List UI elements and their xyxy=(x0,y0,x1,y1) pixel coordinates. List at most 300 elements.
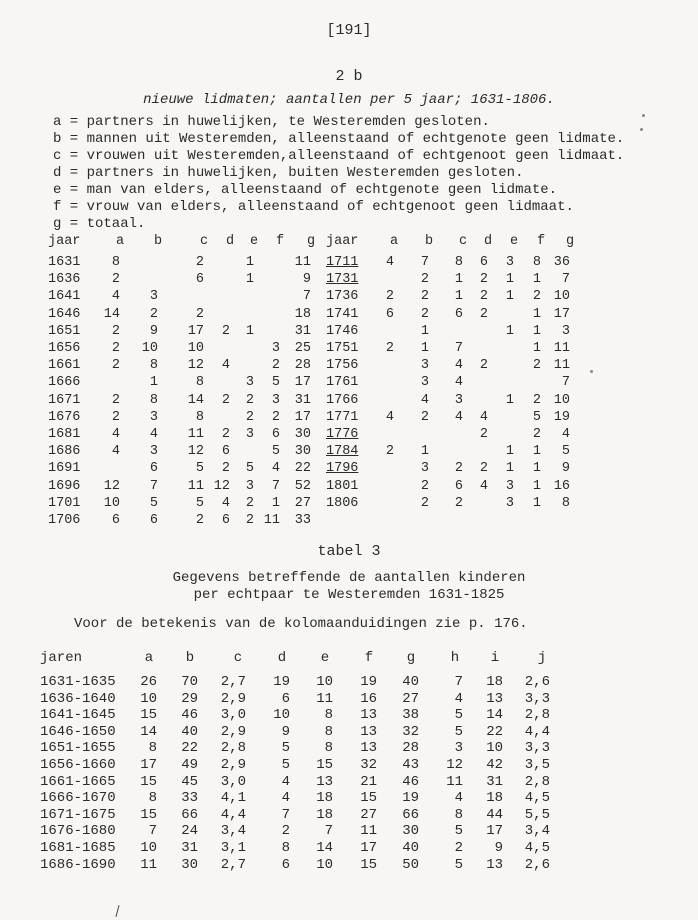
table-3-cell: 50 xyxy=(402,856,419,873)
table-2b-cell: 3 xyxy=(245,478,254,494)
table-3-cell: 13 xyxy=(360,707,377,724)
table-3-cell: 8 xyxy=(148,740,157,757)
table-3-cell: 27 xyxy=(402,690,419,707)
table-3-cell: 4 xyxy=(454,690,463,707)
table-2b-cell: 8 xyxy=(532,255,541,270)
table-2b-cell: 4 xyxy=(271,461,280,477)
table-2b-cell: 1 xyxy=(245,323,254,339)
table-3-cell: 3,5 xyxy=(524,757,550,773)
table-2b-cell: 1 xyxy=(532,272,541,288)
table-3-header-d: d xyxy=(277,650,287,666)
table-2b-cell: 3 xyxy=(505,255,514,270)
table-3-cell: 15 xyxy=(316,757,333,773)
table-2b-cell: 2 xyxy=(454,495,463,511)
table-2b-cell: 2 xyxy=(111,323,120,339)
table-2b-cell: 1 xyxy=(454,289,463,305)
table-2b-cell: 25 xyxy=(294,341,311,356)
table-3-cell: 14 xyxy=(486,707,503,724)
table-2b-cell: 6 xyxy=(271,427,280,442)
table-3-cell: 5 xyxy=(454,823,463,840)
table-2b-cell: 1 xyxy=(505,444,514,460)
table-2b-year: 1661 xyxy=(48,358,81,374)
table-2b-year: 1681 xyxy=(48,427,81,442)
table-3-cell: 19 xyxy=(402,790,419,807)
table-3-cell: 31 xyxy=(181,840,198,856)
table-3-cell: 4 xyxy=(281,773,290,790)
table-2b-year: 1736 xyxy=(326,289,359,305)
table-3-cell: 11 xyxy=(316,690,333,707)
table-3-header-g: g xyxy=(406,650,416,666)
table-2b-cell: 4 xyxy=(111,427,120,442)
table-2b-cell: 19 xyxy=(553,409,570,425)
table-2b-cell: 5 xyxy=(245,461,254,477)
table-2b-cell: 2 xyxy=(532,358,541,374)
table-3-cell: 12 xyxy=(446,757,463,773)
table-2b-cell: 4 xyxy=(385,255,394,270)
table-3-cell: 31 xyxy=(486,773,503,790)
table-2b-cell: 2 xyxy=(420,289,429,305)
stray-mark xyxy=(590,370,593,373)
table-2b-cell: 10 xyxy=(103,495,120,511)
table-2b-cell: 8 xyxy=(195,375,204,391)
table-3-cell: 49 xyxy=(181,757,198,773)
table-3-cell: 2,8 xyxy=(220,740,246,757)
table-2b-header-f: f xyxy=(275,234,285,249)
table-2b-cell: 14 xyxy=(103,306,120,322)
table-3-header-jaren: jaren xyxy=(40,650,83,666)
table-2b-cell: 3 xyxy=(149,409,158,425)
table-2b-cell: 1 xyxy=(505,461,514,477)
table-2b-cell: 6 xyxy=(111,513,120,528)
table-3-cell: 8 xyxy=(324,723,333,740)
table-2b-cell: 12 xyxy=(213,478,230,494)
table-2b-header-c: c xyxy=(458,234,468,249)
table-2b-cell: 2 xyxy=(245,513,254,528)
table-2b-cell: 8 xyxy=(454,255,463,270)
table-3-header-j: j xyxy=(537,650,547,666)
table-3-cell: 4,4 xyxy=(220,806,246,823)
table-2b-cell: 5 xyxy=(195,461,204,477)
table-2b-cell: 6 xyxy=(385,306,394,322)
table-3-period: 1666-1670 xyxy=(40,790,116,807)
table-2b-cell: 1 xyxy=(505,323,514,339)
table-2b-cell: 1 xyxy=(532,495,541,511)
table-2b-cell: 4 xyxy=(561,427,570,442)
table-2b-year: 1636 xyxy=(48,272,81,288)
table-2b-header-jaar: jaar xyxy=(326,234,359,249)
table-3-header-a: a xyxy=(144,650,154,666)
table-2b-year: 1731 xyxy=(326,272,359,288)
table-3-cell: 17 xyxy=(140,757,157,773)
table-2b-cell: 22 xyxy=(294,461,311,477)
tabel3-heading: tabel 3 xyxy=(317,543,381,560)
tabel3-title-line2: per echtpaar te Westeremden 1631-1825 xyxy=(193,587,505,603)
table-3-cell: 18 xyxy=(486,674,503,690)
table-2b-cell: 5 xyxy=(195,495,204,511)
table-2b-cell: 2 xyxy=(479,461,488,477)
table-2b-cell: 2 xyxy=(245,409,254,425)
table-3-header-c: c xyxy=(233,650,243,666)
table-3-cell: 5 xyxy=(281,740,290,757)
table-3-cell: 2,9 xyxy=(220,723,246,740)
pen-stroke xyxy=(115,905,119,917)
table-2b-cell: 3 xyxy=(505,495,514,511)
table-2b-header-e: e xyxy=(249,234,259,249)
table-2b-cell: 1 xyxy=(149,375,158,391)
table-3-cell: 43 xyxy=(402,757,419,773)
table-2b-cell: 6 xyxy=(149,461,158,477)
table-2b-year: 1686 xyxy=(48,444,81,460)
table-2b-cell: 10 xyxy=(141,341,158,356)
table-2b-cell: 1 xyxy=(532,341,541,356)
table-3-cell: 3,0 xyxy=(220,707,246,724)
legend-line: e = man van elders, alleenstaand of echtgenote geen lidmate. xyxy=(53,182,558,198)
table-2b-cell: 17 xyxy=(187,323,204,339)
table-3-cell: 7 xyxy=(324,823,333,840)
table-2b-cell: 30 xyxy=(294,427,311,442)
table-2b-cell: 10 xyxy=(553,289,570,305)
table-3-cell: 18 xyxy=(316,790,333,807)
legend-line: b = mannen uit Westeremden, alleenstaand of echtgenote geen lidmate. xyxy=(53,131,625,147)
table-2b-cell: 7 xyxy=(271,478,280,494)
table-3-cell: 15 xyxy=(360,856,377,873)
table-2b-cell: 12 xyxy=(103,478,120,494)
table-2b-cell: 3 xyxy=(420,375,429,391)
table-2b-cell: 31 xyxy=(294,392,311,408)
table-2b-cell: 4 xyxy=(479,478,488,494)
table-2b-cell: 2 xyxy=(420,272,429,288)
table-2b-cell: 2 xyxy=(479,358,488,374)
table-2b-cell: 9 xyxy=(149,323,158,339)
table-2b-cell: 11 xyxy=(294,255,311,270)
table-2b-cell: 4 xyxy=(454,375,463,391)
table-2b-cell: 17 xyxy=(294,409,311,425)
table-2b-header-a: a xyxy=(389,234,399,249)
table-2b-cell: 1 xyxy=(532,461,541,477)
table-3-cell: 70 xyxy=(181,674,198,690)
table-2b-cell: 11 xyxy=(263,513,280,528)
table-2b-year: 1701 xyxy=(48,495,81,511)
table-3-cell: 4,4 xyxy=(524,723,550,740)
table-3-cell: 46 xyxy=(402,773,419,790)
table-2b-year: 1631 xyxy=(48,255,81,270)
table-3-cell: 11 xyxy=(446,773,463,790)
table-2b-cell: 3 xyxy=(149,289,158,305)
table-2b-year: 1784 xyxy=(326,444,359,460)
table-2b-cell: 7 xyxy=(149,478,158,494)
legend-line: a = partners in huwelijken, te Westeremden gesloten. xyxy=(53,114,490,130)
table-2b-cell: 2 xyxy=(385,289,394,305)
table-2b-cell: 3 xyxy=(561,323,570,339)
table-2b-cell: 1 xyxy=(532,306,541,322)
table-2b-cell: 4 xyxy=(111,289,120,305)
table-2b-cell: 12 xyxy=(187,444,204,460)
table-2b-cell: 11 xyxy=(553,358,570,374)
table-2b-cell: 6 xyxy=(195,272,204,288)
table-2b-year: 1796 xyxy=(326,461,359,477)
table-3-cell: 3,1 xyxy=(220,840,246,856)
table-3-period: 1676-1680 xyxy=(40,823,116,840)
table-3-cell: 14 xyxy=(140,723,157,740)
table-2b-cell: 2 xyxy=(245,392,254,408)
table-3-cell: 13 xyxy=(316,773,333,790)
table-3-cell: 30 xyxy=(181,856,198,873)
table-2b-year: 1706 xyxy=(48,513,81,528)
table-3-cell: 8 xyxy=(148,790,157,807)
table-3-cell: 5 xyxy=(454,856,463,873)
table-2b-cell: 2 xyxy=(385,341,394,356)
table-2b-header-b: b xyxy=(424,234,434,249)
table-2b-cell: 3 xyxy=(420,358,429,374)
table-3-cell: 32 xyxy=(360,757,377,773)
table-3-header-h: h xyxy=(450,650,460,666)
table-2b-cell: 2 xyxy=(479,272,488,288)
table-2b-cell: 6 xyxy=(221,513,230,528)
table-2b-year: 1741 xyxy=(326,306,359,322)
table-2b-year: 1666 xyxy=(48,375,81,391)
table-3-cell: 21 xyxy=(360,773,377,790)
table-3-cell: 5,5 xyxy=(524,806,550,823)
table-2b-cell: 2 xyxy=(111,409,120,425)
table-3-cell: 4 xyxy=(454,790,463,807)
table-3-cell: 66 xyxy=(402,806,419,823)
table-3-cell: 45 xyxy=(181,773,198,790)
table-3-cell: 24 xyxy=(181,823,198,840)
table-3-cell: 3,4 xyxy=(524,823,550,840)
table-3-period: 1636-1640 xyxy=(40,690,116,707)
table-3-cell: 13 xyxy=(360,723,377,740)
table-2b-cell: 9 xyxy=(302,272,311,288)
table-2b-cell: 6 xyxy=(221,444,230,460)
table-2b-cell: 4 xyxy=(385,409,394,425)
table-2b-cell: 2 xyxy=(420,495,429,511)
table-3-cell: 2,9 xyxy=(220,690,246,707)
table-2b-cell: 9 xyxy=(561,461,570,477)
table-2b-cell: 33 xyxy=(294,513,311,528)
table-2b-cell: 6 xyxy=(454,478,463,494)
table-3-cell: 17 xyxy=(360,840,377,856)
table-2b-cell: 2 xyxy=(420,409,429,425)
table-2b-cell: 3 xyxy=(420,461,429,477)
table-3-cell: 22 xyxy=(486,723,503,740)
table-2b-cell: 4 xyxy=(454,358,463,374)
table-2b-year: 1696 xyxy=(48,478,81,494)
table-3-cell: 22 xyxy=(181,740,198,757)
table-3-cell: 13 xyxy=(486,856,503,873)
table-3-cell: 13 xyxy=(486,690,503,707)
table-2b-cell: 2 xyxy=(195,255,204,270)
table-2b-cell: 8 xyxy=(195,409,204,425)
legend-line: g = totaal. xyxy=(53,216,146,232)
table-3-cell: 26 xyxy=(140,674,157,690)
table-3-cell: 10 xyxy=(486,740,503,757)
table-2b-cell: 10 xyxy=(187,341,204,356)
table-2b-header-d: d xyxy=(483,234,493,249)
table-3-cell: 66 xyxy=(181,806,198,823)
table-2b-cell: 1 xyxy=(420,323,429,339)
table-3-cell: 40 xyxy=(181,723,198,740)
table-2b-cell: 18 xyxy=(294,306,311,322)
table-2b-cell: 6 xyxy=(454,306,463,322)
table-2b-cell: 1 xyxy=(420,341,429,356)
table-3-cell: 18 xyxy=(316,806,333,823)
table-2b-cell: 2 xyxy=(245,495,254,511)
table-3-header-e: e xyxy=(320,650,330,666)
table-3-period: 1686-1690 xyxy=(40,856,116,873)
table-2b-cell: 2 xyxy=(111,341,120,356)
table-3-header-i: i xyxy=(490,650,500,666)
table-2b-cell: 2 xyxy=(111,358,120,374)
table-2b-cell: 4 xyxy=(111,444,120,460)
table-2b-cell: 5 xyxy=(149,495,158,511)
table-3-cell: 4,5 xyxy=(524,790,550,807)
table-3-cell: 9 xyxy=(494,840,503,856)
table-3-cell: 2,7 xyxy=(220,856,246,873)
table-3-cell: 3,4 xyxy=(220,823,246,840)
table-2b-cell: 3 xyxy=(271,392,280,408)
table-2b-cell: 10 xyxy=(553,392,570,408)
table-3-cell: 7 xyxy=(454,674,463,690)
tabel3-title-line1: Gegevens betreffende de aantallen kinderen xyxy=(172,570,526,586)
table-3-cell: 15 xyxy=(360,790,377,807)
table-3-cell: 3 xyxy=(454,740,463,757)
table-3-cell: 19 xyxy=(273,674,290,690)
table-2b-cell: 2 xyxy=(271,358,280,374)
table-2b-cell: 3 xyxy=(454,392,463,408)
table-3-cell: 5 xyxy=(454,723,463,740)
table-3-period: 1641-1645 xyxy=(40,707,116,724)
table-2b-year: 1711 xyxy=(326,255,359,270)
table-3-period: 1631-1635 xyxy=(40,674,116,690)
table-2b-cell: 2 xyxy=(420,306,429,322)
table-3-cell: 33 xyxy=(181,790,198,807)
table-3-cell: 4 xyxy=(281,790,290,807)
table-3-cell: 10 xyxy=(316,674,333,690)
table-3-cell: 46 xyxy=(181,707,198,724)
table-3-cell: 18 xyxy=(486,790,503,807)
table-2b-cell: 2 xyxy=(532,392,541,408)
table-2b-cell: 1 xyxy=(420,444,429,460)
table-2b-cell: 11 xyxy=(187,478,204,494)
table-2b-year: 1676 xyxy=(48,409,81,425)
table-2b-cell: 36 xyxy=(553,255,570,270)
table-2b-cell: 1 xyxy=(454,272,463,288)
table-3-cell: 15 xyxy=(140,806,157,823)
table-3-cell: 7 xyxy=(281,806,290,823)
table-3-header-b: b xyxy=(185,650,195,666)
table-2b-cell: 2 xyxy=(221,392,230,408)
table-2b-year: 1761 xyxy=(326,375,359,391)
table-2b-cell: 2 xyxy=(221,427,230,442)
section-subtitle: nieuwe lidmaten; aantallen per 5 jaar; 1631-1806. xyxy=(143,92,555,108)
table-2b-cell: 1 xyxy=(532,444,541,460)
table-2b-cell: 5 xyxy=(271,444,280,460)
table-2b-year: 1801 xyxy=(326,478,359,494)
table-2b-cell: 4 xyxy=(420,392,429,408)
table-2b-cell: 11 xyxy=(187,427,204,442)
table-2b-header-f: f xyxy=(536,234,546,249)
table-2b-year: 1646 xyxy=(48,306,81,322)
table-3-cell: 10 xyxy=(273,707,290,724)
table-3-period: 1671-1675 xyxy=(40,806,116,823)
table-2b-cell: 1 xyxy=(505,289,514,305)
stray-mark xyxy=(640,128,643,131)
table-3-cell: 2 xyxy=(454,840,463,856)
table-3-cell: 3,3 xyxy=(524,740,550,757)
table-3-period: 1656-1660 xyxy=(40,757,116,773)
table-2b-header-c: c xyxy=(199,234,209,249)
table-2b-header-g: g xyxy=(565,234,575,249)
table-2b-year: 1806 xyxy=(326,495,359,511)
table-3-cell: 5 xyxy=(281,757,290,773)
legend-line: f = vrouw van elders, alleenstaand of echtgenoot geen lidmaat. xyxy=(53,199,574,215)
table-3-header-f: f xyxy=(364,650,374,666)
legend-line: d = partners in huwelijken, buiten Westeremden gesloten. xyxy=(53,165,524,181)
table-2b-cell: 1 xyxy=(245,255,254,270)
table-3-cell: 2,7 xyxy=(220,674,246,690)
table-3-cell: 9 xyxy=(281,723,290,740)
table-2b-cell: 1 xyxy=(532,478,541,494)
table-2b-cell: 12 xyxy=(187,358,204,374)
table-2b-cell: 5 xyxy=(561,444,570,460)
table-2b-cell: 2 xyxy=(221,323,230,339)
table-3-cell: 2,9 xyxy=(220,757,246,773)
table-2b-cell: 4 xyxy=(221,495,230,511)
table-3-cell: 17 xyxy=(486,823,503,840)
table-3-cell: 15 xyxy=(140,707,157,724)
table-3-cell: 3,0 xyxy=(220,773,246,790)
table-2b-cell: 3 xyxy=(149,444,158,460)
table-2b-cell: 14 xyxy=(187,392,204,408)
table-2b-header-a: a xyxy=(115,234,125,249)
table-2b-cell: 3 xyxy=(505,478,514,494)
table-3-cell: 6 xyxy=(281,856,290,873)
table-2b-cell: 4 xyxy=(454,409,463,425)
table-2b-header-e: e xyxy=(509,234,519,249)
table-2b-cell: 3 xyxy=(245,375,254,391)
table-2b-cell: 5 xyxy=(532,409,541,425)
table-2b-year: 1641 xyxy=(48,289,81,305)
legend-line: c = vrouwen uit Westeremden,alleenstaand of echtgenoot geen lidmaat. xyxy=(53,148,625,164)
stray-mark xyxy=(642,114,645,117)
table-2b-cell: 1 xyxy=(532,323,541,339)
table-2b-cell: 2 xyxy=(420,478,429,494)
table-2b-header-d: d xyxy=(225,234,235,249)
table-3-cell: 27 xyxy=(360,806,377,823)
table-3-cell: 15 xyxy=(140,773,157,790)
table-2b-year: 1756 xyxy=(326,358,359,374)
table-3-cell: 42 xyxy=(486,757,503,773)
table-3-cell: 13 xyxy=(360,740,377,757)
table-2b-cell: 2 xyxy=(111,272,120,288)
table-3-cell: 2,8 xyxy=(524,707,550,724)
table-2b-header-g: g xyxy=(306,234,316,249)
table-2b-cell: 17 xyxy=(553,306,570,322)
table-3-cell: 4,5 xyxy=(524,840,550,856)
table-2b-cell: 30 xyxy=(294,444,311,460)
table-2b-cell: 7 xyxy=(561,272,570,288)
table-3-cell: 29 xyxy=(181,690,198,707)
table-2b-cell: 3 xyxy=(271,341,280,356)
table-2b-cell: 7 xyxy=(561,375,570,391)
table-3-cell: 4,1 xyxy=(220,790,246,807)
table-2b-cell: 2 xyxy=(385,444,394,460)
table-2b-year: 1776 xyxy=(326,427,359,442)
table-2b-cell: 2 xyxy=(454,461,463,477)
table-3-cell: 16 xyxy=(360,690,377,707)
table-2b-cell: 28 xyxy=(294,358,311,374)
table-3-cell: 8 xyxy=(324,740,333,757)
